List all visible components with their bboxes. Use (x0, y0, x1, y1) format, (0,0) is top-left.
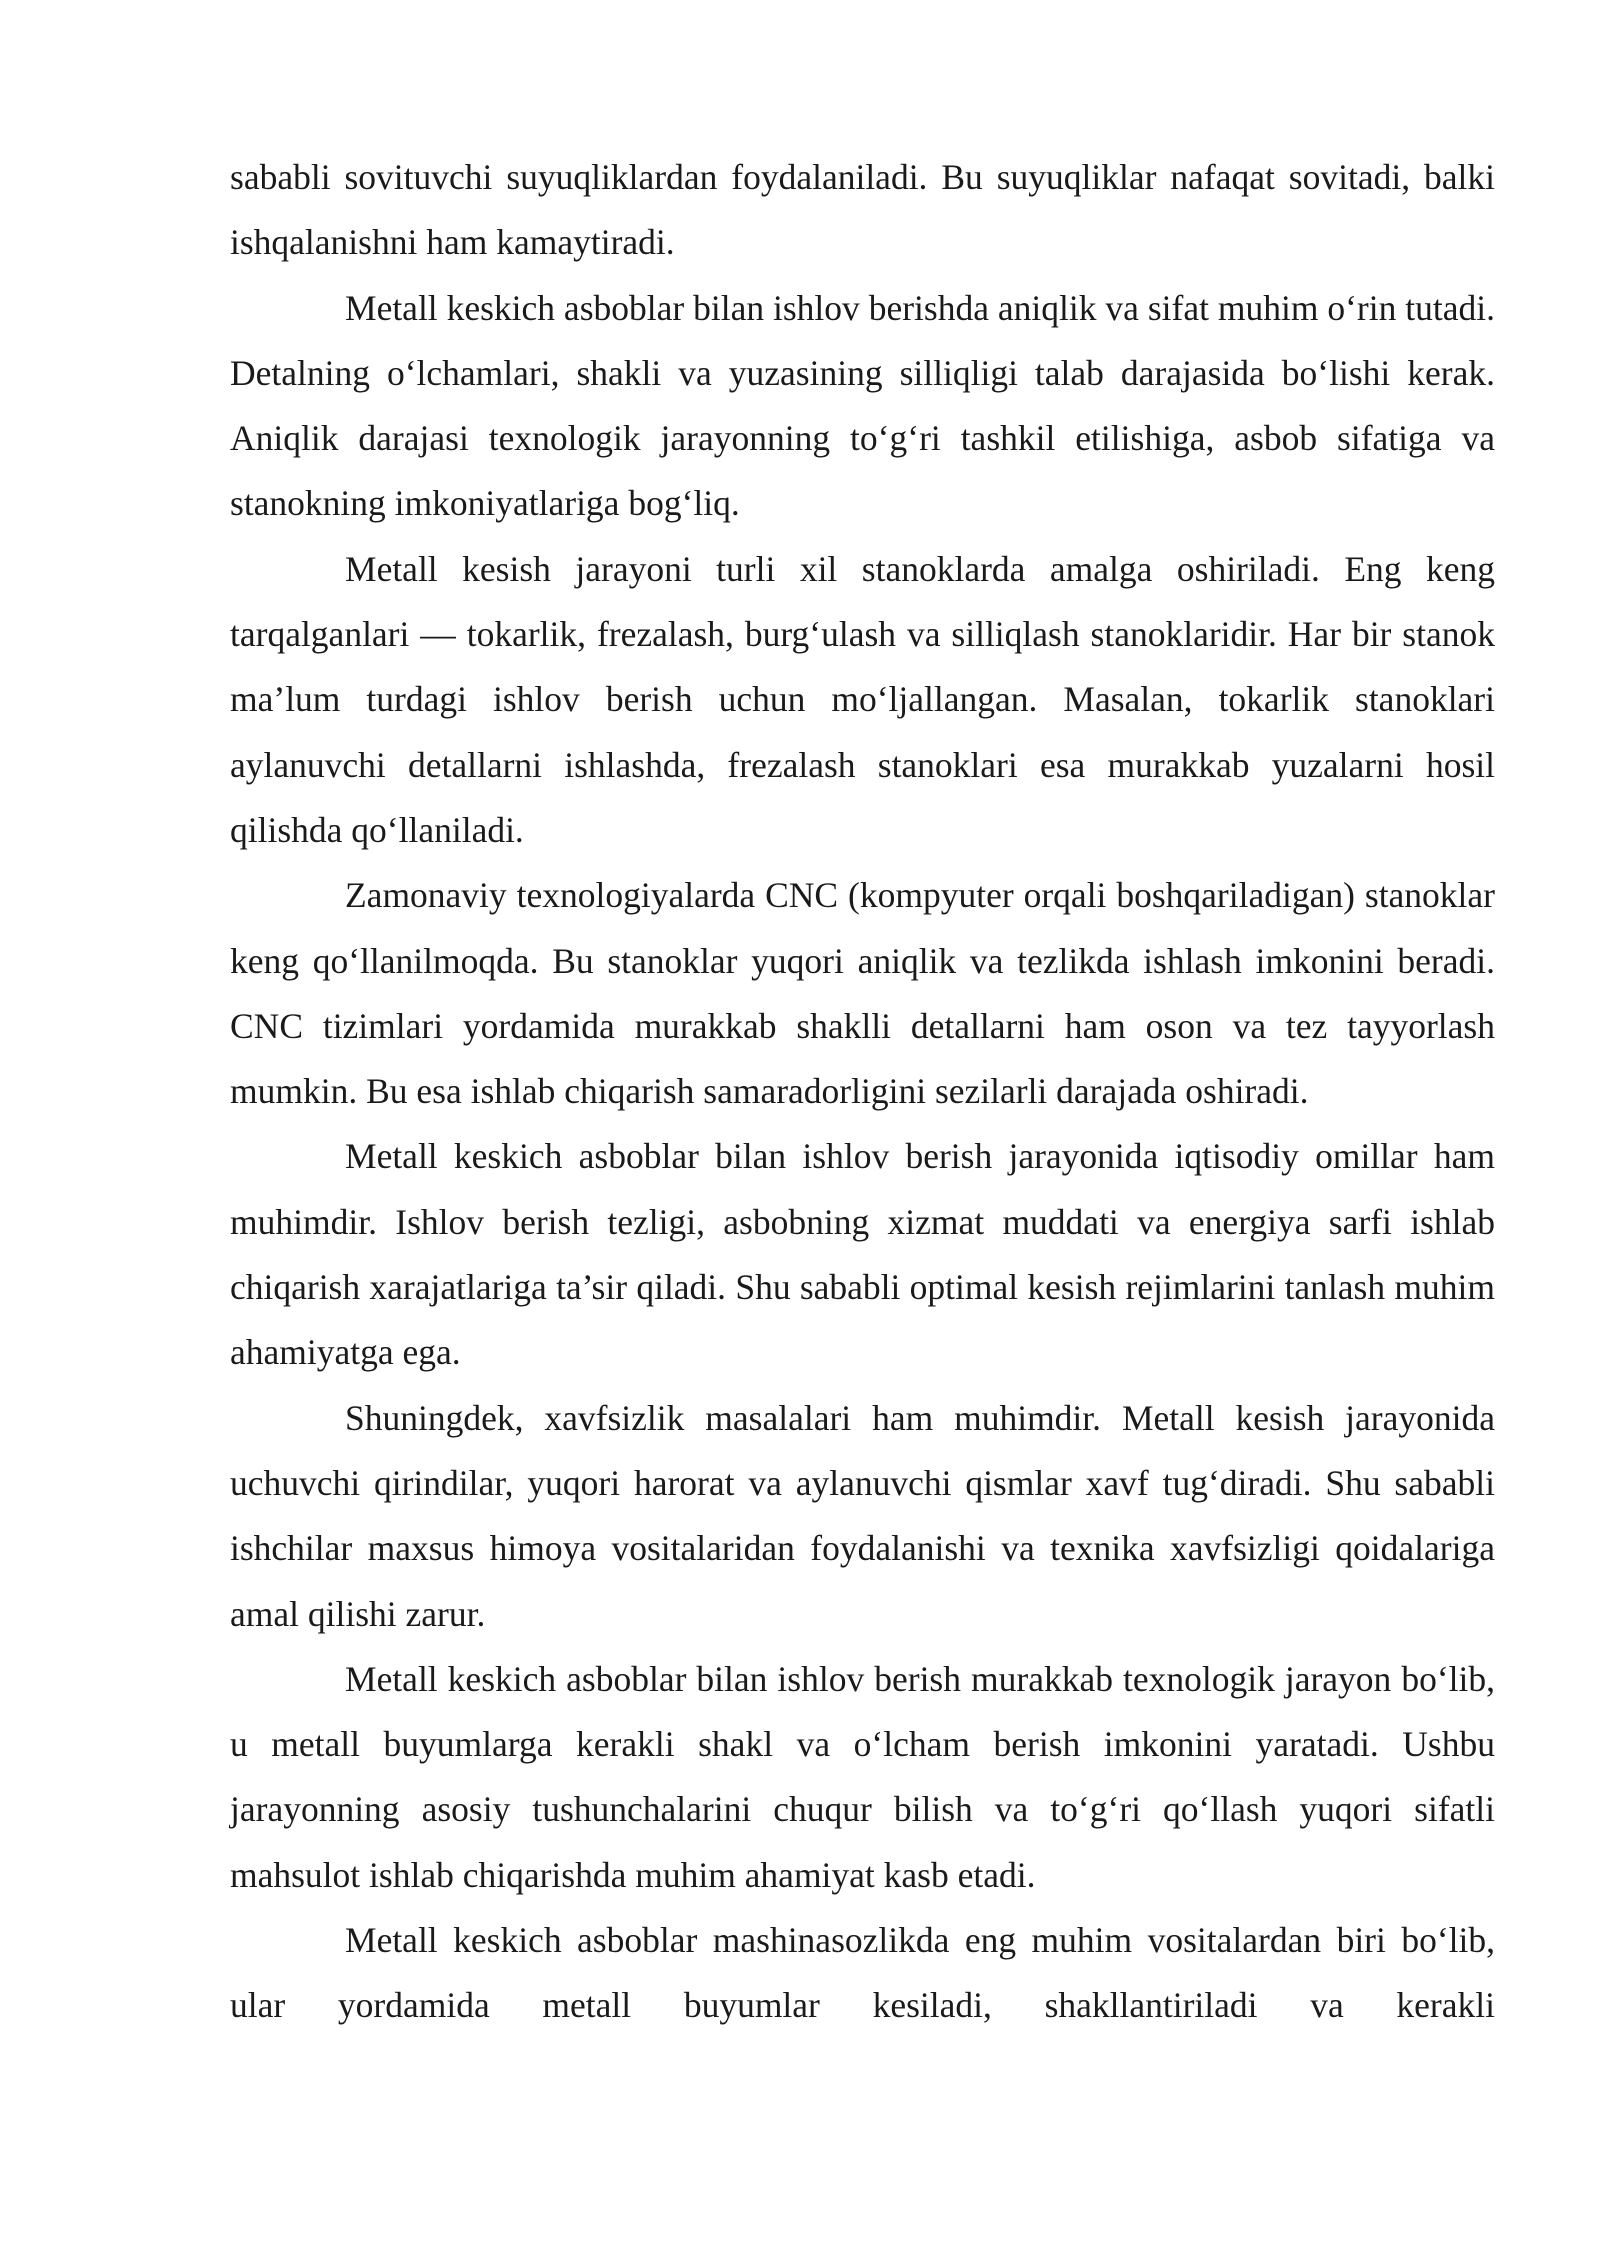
body-text (230, 145, 1495, 2039)
paragraph-economics: Metall keskich asboblar bilan ishlov berish jarayonida iqtisodiy omillar ham muhimdir. Ishlov berish tezligi, asbobning xizmat muddati va energiya sarfi ishlab chiqarish xarajatlariga ta’sir qiladi. Shu sababli optimal kesish rejimlarini tanlash muhim ahamiyatga ega. (230, 1136, 1495, 1373)
paragraph-summary: Metall keskich asboblar bilan ishlov berish murakkab texnologik jarayon bo‘lib, u metall buyumlarga kerakli shakl va o‘lcham berish imkonini yaratadi. Ushbu jarayonning asosiy tushunchalarini chuqur bilish va to‘g‘ri qo‘llash yuqori sifatli mahsulot ishlab chiqarishda muhim ahamiyat kasb etadi. (230, 1658, 1495, 1895)
paragraph-final-partial: Metall keskich asboblar mashinasozlikda eng muhim vositalardan biri bo‘lib, ular yordamida metall buyumlar kesiladi, shakllantiriladi va kerakli (230, 1920, 1495, 2026)
paragraph-continuation: sababli sovituvchi suyuqliklardan foydalaniladi. Bu suyuqliklar nafaqat sovitadi, balki ishqalanishni ham kamaytiradi. (230, 157, 1495, 263)
paragraph-safety: Shuningdek, xavfsizlik masalalari ham muhimdir. Metall kesish jarayonida uchuvchi qirindilar, yuqori harorat va aylanuvchi qismlar xavf tug‘diradi. Shu sababli ishchilar maxsus himoya vositalaridan foydalanishi va texnika xavfsizligi qoidalariga amal qilishi zarur. (230, 1397, 1495, 1634)
paragraph-cnc: Zamonaviy texnologiyalarda CNC (kompyuter orqali boshqariladigan) stanoklar keng qo‘llanilmoqda. Bu stanoklar yuqori aniqlik va tezlikda ishlash imkonini beradi. CNC tizimlari yordamida murakkab shaklli detallarni ham oson va tez tayyorlash mumkin. Bu esa ishlab chiqarish samaradorligini sezilarli darajada oshiradi. (230, 875, 1495, 1112)
paragraph-accuracy-quality: Metall keskich asboblar bilan ishlov berishda aniqlik va sifat muhim o‘rin tutadi. Detalning o‘lchamlari, shakli va yuzasining silliqligi talab darajasida bo‘lishi kerak. Aniqlik darajasi texnologik jarayonning to‘g‘ri tashkil etilishiga, asbob sifatiga va stanokning imkoniyatlariga bog‘liq. (230, 287, 1495, 524)
paragraph-machine-types: Metall kesish jarayoni turli xil stanoklarda amalga oshiriladi. Eng keng tarqalganlari — tokarlik, frezalash, burg‘ulash va silliqlash stanoklaridir. Har bir stanok ma’lum turdagi ishlov berish uchun mo‘ljallangan. Masalan, tokarlik stanoklari aylanuvchi detallarni ishlashda, frezalash stanoklari esa murakkab yuzalarni hosil qilishda qo‘llaniladi. (230, 548, 1495, 850)
